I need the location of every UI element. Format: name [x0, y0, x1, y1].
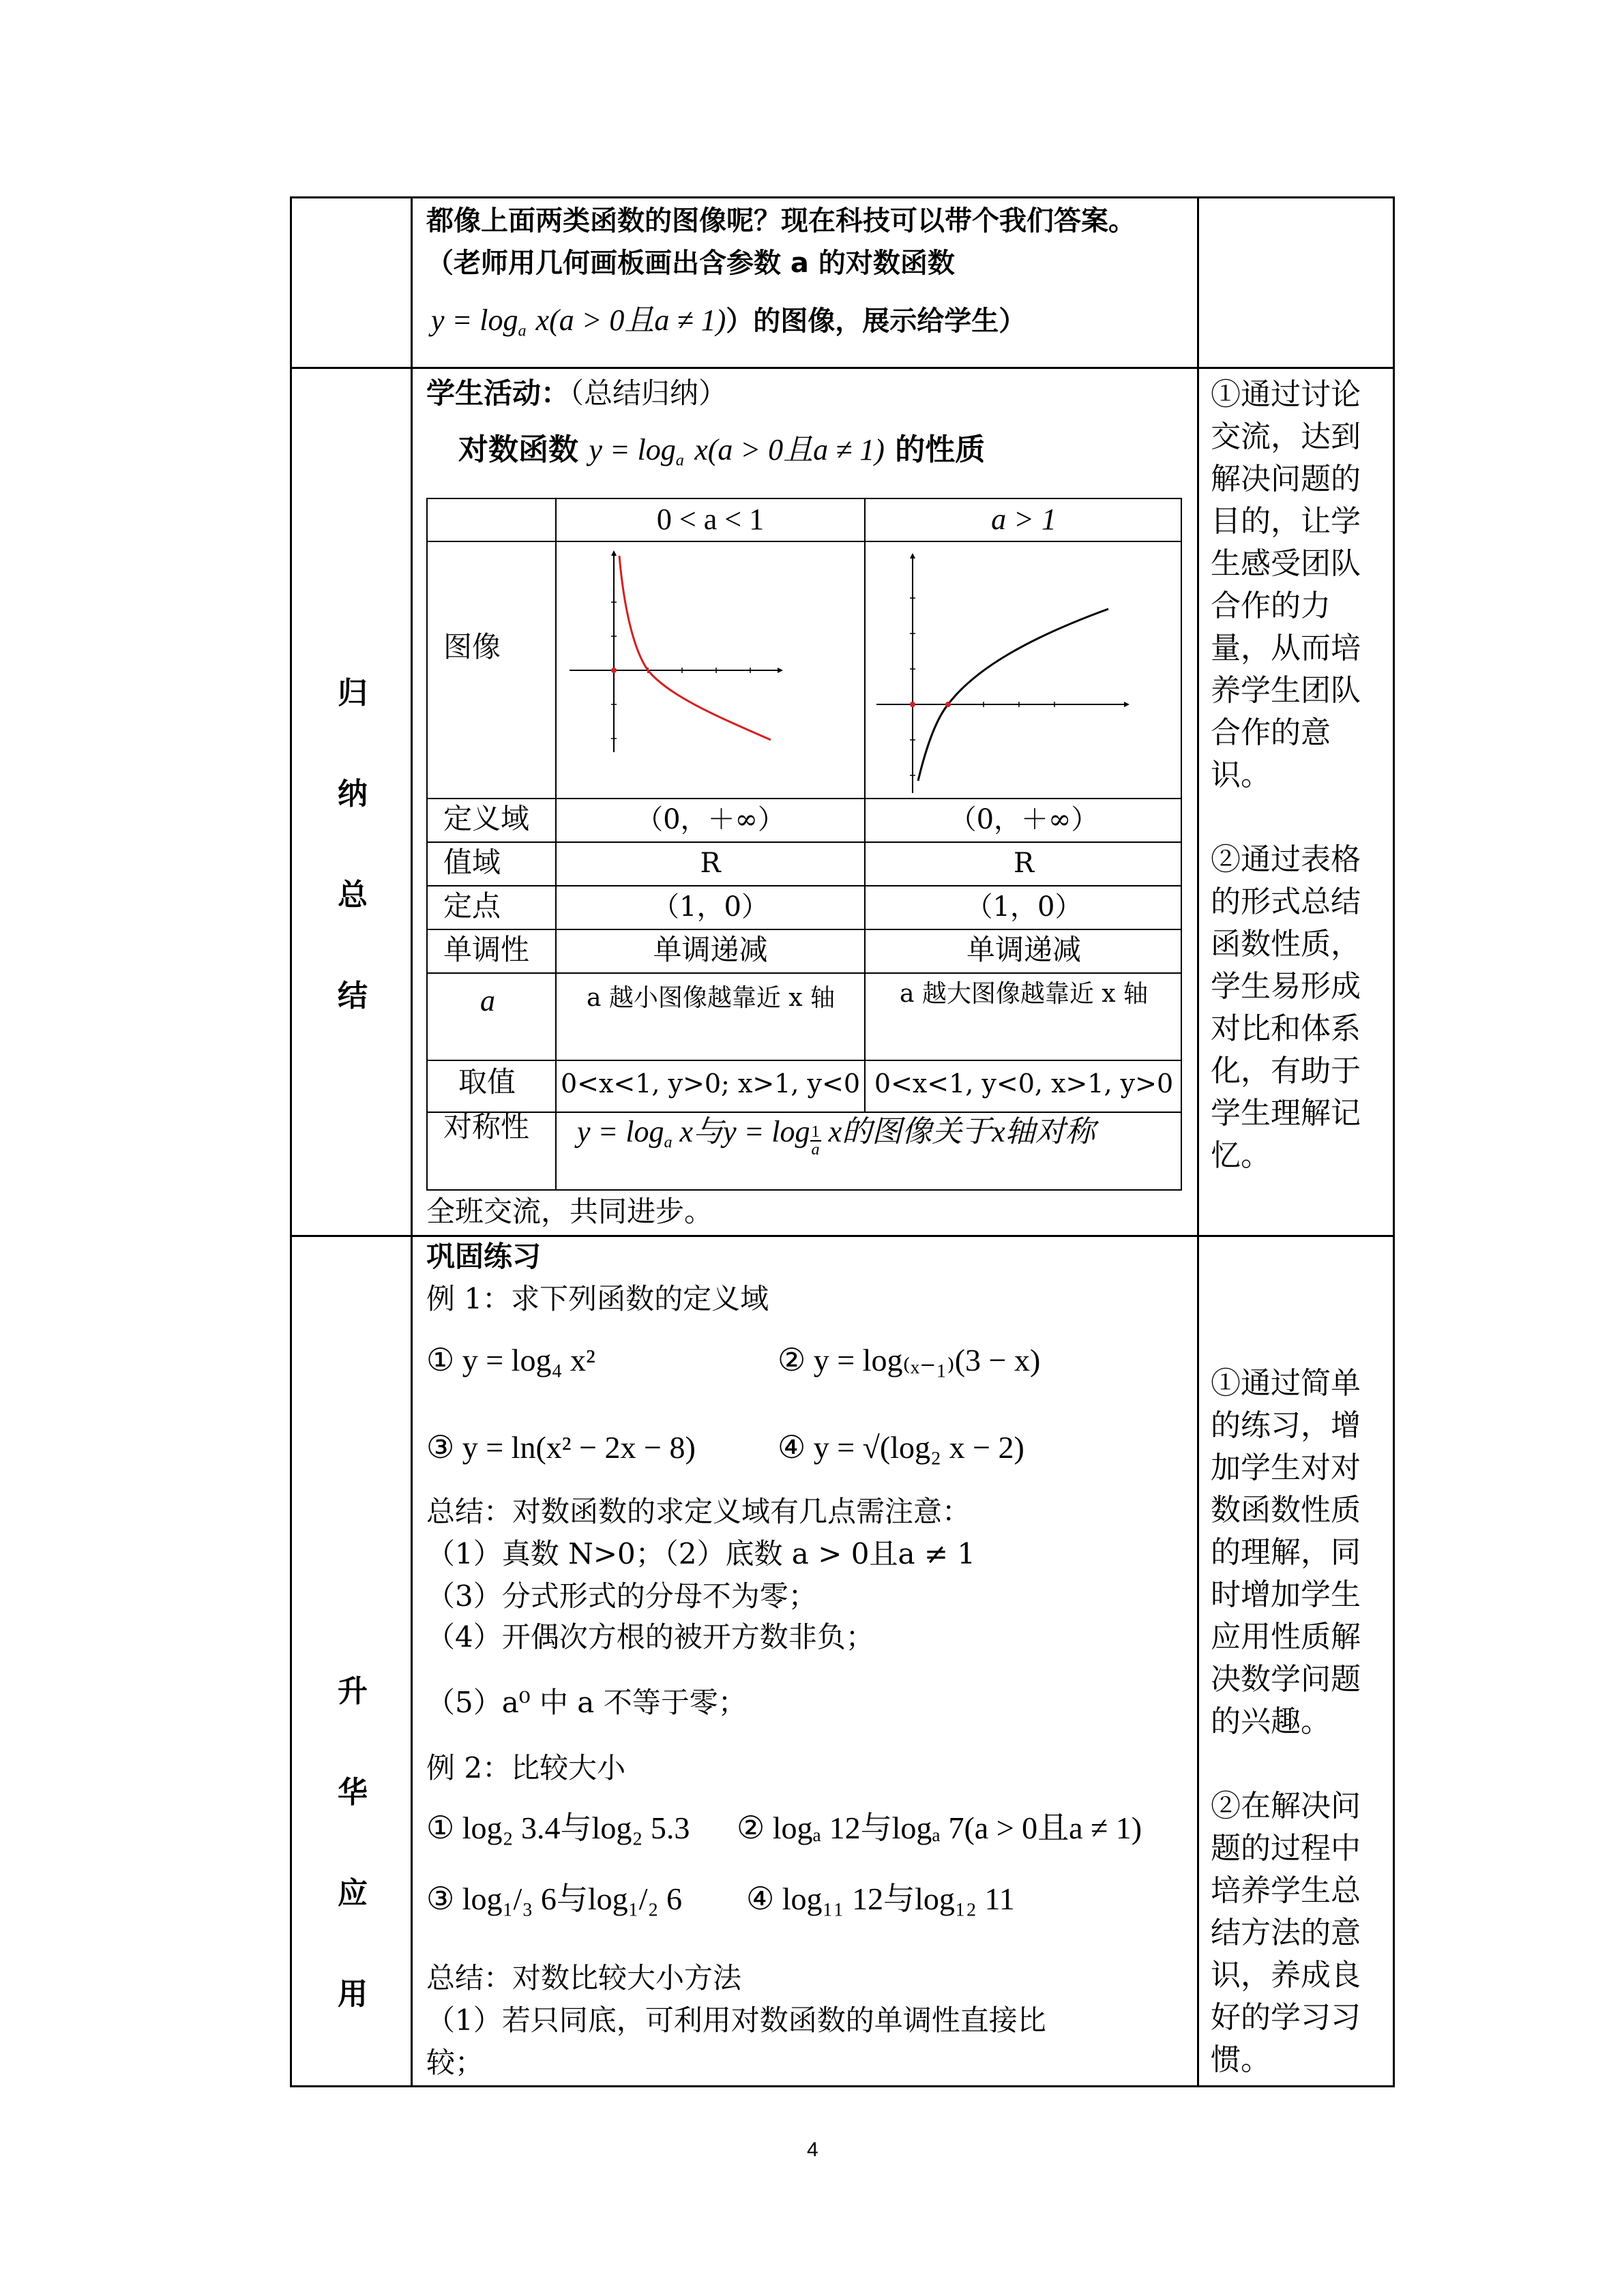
pt-sym-frac-n: 1 — [811, 1122, 820, 1142]
graph2-curve — [918, 609, 1108, 781]
pt-sym-sub1: a — [664, 1133, 673, 1152]
s1-note-4: 目的，让学 — [1211, 504, 1361, 539]
col-divider-2 — [1197, 196, 1199, 2087]
section2-label-char-2: 华 — [338, 1775, 368, 1810]
top-formula-y: y = log — [431, 303, 518, 337]
top-formula-sub: a — [518, 321, 527, 340]
section2-notes — [1211, 1362, 1361, 2081]
pt-a-effect-a: a 越小图像越靠近 x 轴 — [586, 984, 836, 1012]
s1-note-15: 学生易形成 — [1211, 969, 1361, 1004]
s1-note-14: 函数性质， — [1211, 927, 1361, 961]
s1-note-7: 量，从而培 — [1211, 631, 1361, 666]
ex2-item-4: ④ log₁₁ 12与log₁₂ 11 — [746, 1881, 1015, 1916]
row-divider-2 — [290, 1235, 1395, 1237]
s1-note-10: 识。 — [1211, 758, 1271, 792]
s2-note-4: 数函数性质 — [1211, 1493, 1361, 1527]
pt-values-a: 0<x<1, y>0; x>1, y<0 — [560, 1069, 861, 1099]
summary1-line-2: （3）分式形式的分母不为零； — [426, 1579, 817, 1613]
pt-row-2 — [426, 798, 1182, 799]
graph-a-lt-1 — [566, 549, 784, 754]
ex2-item-2: ② logₐ 12与logₐ 7(a > 0且a ≠ 1) — [737, 1810, 1142, 1845]
section1-label-char-3: 总 — [338, 878, 368, 912]
top-line-1: 都像上面两类函数的图像呢？现在科技可以带个我们答案。 — [426, 205, 1136, 237]
pt-row-8 — [426, 1112, 1182, 1113]
section1-notes — [1211, 374, 1361, 1177]
pt-sym-frac-d: a — [811, 1140, 820, 1159]
s1-note-2: 交流，达到 — [1211, 419, 1361, 454]
pt-header-a-lt-1: 0 < a < 1 — [656, 503, 765, 536]
s1-note-16: 对比和体系 — [1211, 1011, 1361, 1046]
pt-label-symmetry: 对称性 — [443, 1110, 530, 1144]
s2-note-8: 决数学问题 — [1211, 1662, 1361, 1697]
pt-label-values: 取值 — [458, 1065, 516, 1099]
s1-note-6: 合作的力 — [1211, 588, 1331, 623]
page-number: 4 — [807, 2138, 818, 2161]
graph1-curve — [619, 556, 771, 740]
pt-mono-a: 单调递减 — [653, 933, 768, 966]
pt-fixed-b: （1，0） — [965, 891, 1082, 923]
s1-note-11 — [1211, 796, 1361, 839]
s1-note-8: 养学生团队 — [1211, 673, 1361, 708]
pt-fixed-a: （1，0） — [652, 891, 769, 923]
section2-label-char-3: 应 — [338, 1876, 368, 1911]
graph1-point — [611, 668, 617, 673]
s2-note-6: 时增加学生 — [1211, 1577, 1361, 1612]
pt-sym-part2: x与y = log — [672, 1115, 810, 1148]
ex2-item-3: ③ log₁/₃ 6与log₁/₂ 6 — [426, 1881, 683, 1916]
activity-note: （总结归纳） — [570, 376, 728, 410]
summary2-line-2: 较； — [426, 2046, 484, 2079]
summary2-line-1: （1）若只同底，可利用对数函数的单调性直接比 — [426, 2003, 1046, 2037]
activity-heading — [426, 376, 728, 410]
graph1-x-arrow — [778, 668, 783, 673]
property-title — [458, 432, 986, 470]
s2-note-7: 应用性质解 — [1211, 1620, 1361, 1654]
pt-mono-b: 单调递减 — [966, 933, 1081, 966]
ex1-item-4: ④ y = √(log₂ x − 2) — [778, 1430, 1024, 1465]
s1-note-1: ①通过讨论 — [1211, 377, 1361, 412]
pt-row-5 — [426, 929, 1182, 930]
section1-label-char-2: 纳 — [338, 777, 368, 811]
pt-label-fixed-point: 定点 — [443, 889, 501, 923]
ex1-item-3: ③ y = ln(x² − 2x − 8) — [426, 1430, 696, 1465]
property-title-post: 的性质 — [895, 432, 986, 467]
section2-label-char-4: 用 — [338, 1977, 368, 2012]
property-formula: y = log — [589, 433, 676, 466]
s2-note-10 — [1211, 1743, 1361, 1785]
graph2-point-2 — [945, 702, 951, 707]
graph-a-gt-1 — [873, 549, 1132, 794]
pt-a-effect-b: a 越大图像越靠近 x 轴 — [899, 980, 1149, 1008]
s2-note-3: 加学生对对 — [1211, 1450, 1361, 1485]
pt-range-b: R — [1013, 848, 1035, 879]
pt-label-domain: 定义域 — [443, 802, 530, 835]
pt-header-a-gt-1: a > 1 — [991, 503, 1057, 536]
activity-title: 学生活动： — [426, 376, 570, 410]
col-divider-1 — [411, 196, 413, 2087]
s1-note-9: 合作的意 — [1211, 715, 1331, 750]
s2-note-13: 培养学生总 — [1211, 1873, 1361, 1908]
pt-domain-a: （0，＋∞） — [636, 804, 785, 835]
graph1-y-arrow — [611, 550, 617, 556]
s2-note-5: 的理解，同 — [1211, 1535, 1361, 1570]
property-formula-sub: a — [675, 451, 684, 470]
practice-title: 巩固练习 — [426, 1240, 542, 1273]
pt-row-6 — [426, 972, 1182, 974]
s2-note-14: 结方法的意 — [1211, 1915, 1361, 1950]
s2-note-9: 的兴趣。 — [1211, 1704, 1331, 1739]
section1-label-char-4: 结 — [338, 979, 368, 1013]
pt-range-a: R — [700, 848, 721, 879]
s1-note-17: 化，有助于 — [1211, 1054, 1361, 1088]
pt-sym-frac — [810, 1124, 821, 1158]
s1-note-5: 生感受团队 — [1211, 546, 1361, 581]
graph2-point — [910, 702, 915, 707]
example1-title: 例 1：求下列函数的定义域 — [426, 1282, 769, 1315]
s2-note-11: ②在解决问 — [1211, 1789, 1361, 1823]
pt-label-graph: 图像 — [443, 630, 501, 664]
section2-label-char-1: 升 — [338, 1674, 368, 1709]
summary1-title: 总结：对数函数的求定义域有几点需注意： — [426, 1495, 971, 1528]
pt-sym-part1: y = log — [577, 1115, 664, 1148]
section1-label-char-1: 归 — [338, 676, 368, 711]
graph2-y-arrow — [910, 553, 915, 558]
section1-label — [338, 668, 368, 1072]
top-line-3 — [431, 305, 1026, 340]
pt-sym-part3: x的图像关于x轴对称 — [821, 1115, 1095, 1148]
s1-note-3: 解决问题的 — [1211, 462, 1361, 496]
summary1-line-1: （1）真数 N>0；（2）底数 a > 0且a ≠ 1 — [426, 1537, 976, 1570]
s1-note-13: 的形式总结 — [1211, 884, 1361, 919]
summary1-line-3: （4）开偶次方根的被开方数非负； — [426, 1620, 874, 1654]
pt-label-range: 值域 — [443, 846, 501, 879]
ex2-item-1: ① log₂ 3.4与log₂ 5.3 — [426, 1810, 690, 1845]
pt-symmetry — [577, 1117, 1095, 1159]
pt-row-3 — [426, 841, 1182, 843]
top-line-2: （老师用几何画板画出含参数 a 的对数函数 — [426, 248, 955, 279]
top-formula-rest: x(a > 0且a ≠ 1) — [535, 303, 726, 337]
row-divider-1 — [290, 367, 1395, 369]
s2-note-15: 识，养成良 — [1211, 1958, 1361, 1993]
section2-label — [338, 1667, 368, 2070]
pt-col-2 — [864, 498, 866, 1112]
section1-closing: 全班交流，共同进步。 — [426, 1195, 713, 1228]
pt-row-4 — [426, 885, 1182, 886]
example2-title: 例 2：比较大小 — [426, 1751, 626, 1785]
pt-row-1 — [426, 541, 1182, 542]
s2-note-2: 的练习，增 — [1211, 1408, 1361, 1443]
summary2-title: 总结：对数比较大小方法 — [426, 1961, 742, 1995]
ex1-item-2: ② y = log₍ₓ₋₁₎(3 − x) — [778, 1343, 1041, 1377]
pt-row-7 — [426, 1060, 1182, 1061]
s1-note-12: ②通过表格 — [1211, 842, 1361, 877]
s2-note-16: 好的学习习 — [1211, 2000, 1361, 2035]
s1-note-18: 学生理解记 — [1211, 1096, 1361, 1131]
ex1-item-1: ① y = log₄ x² — [426, 1343, 595, 1377]
property-formula-rest: x(a > 0且a ≠ 1) — [694, 433, 885, 466]
pt-values-b: 0<x<1, y<0, x>1, y>0 — [874, 1069, 1174, 1099]
property-title-pre: 对数函数 — [458, 432, 578, 467]
s2-note-17: 惯。 — [1211, 2042, 1271, 2077]
pt-label-a: a — [480, 984, 495, 1017]
top-line-3-text: ）的图像，展示给学生） — [726, 305, 1027, 337]
pt-domain-b: （0，＋∞） — [949, 804, 1099, 835]
graph2-x-arrow — [1124, 702, 1130, 707]
s2-note-12: 题的过程中 — [1211, 1831, 1361, 1866]
s2-note-1: ①通过简单 — [1211, 1366, 1361, 1401]
summary1-line-4: （5）a⁰ 中 a 不等于零； — [426, 1686, 747, 1719]
s1-note-19: 忆。 — [1211, 1138, 1271, 1173]
pt-label-monotonic: 单调性 — [443, 933, 530, 966]
